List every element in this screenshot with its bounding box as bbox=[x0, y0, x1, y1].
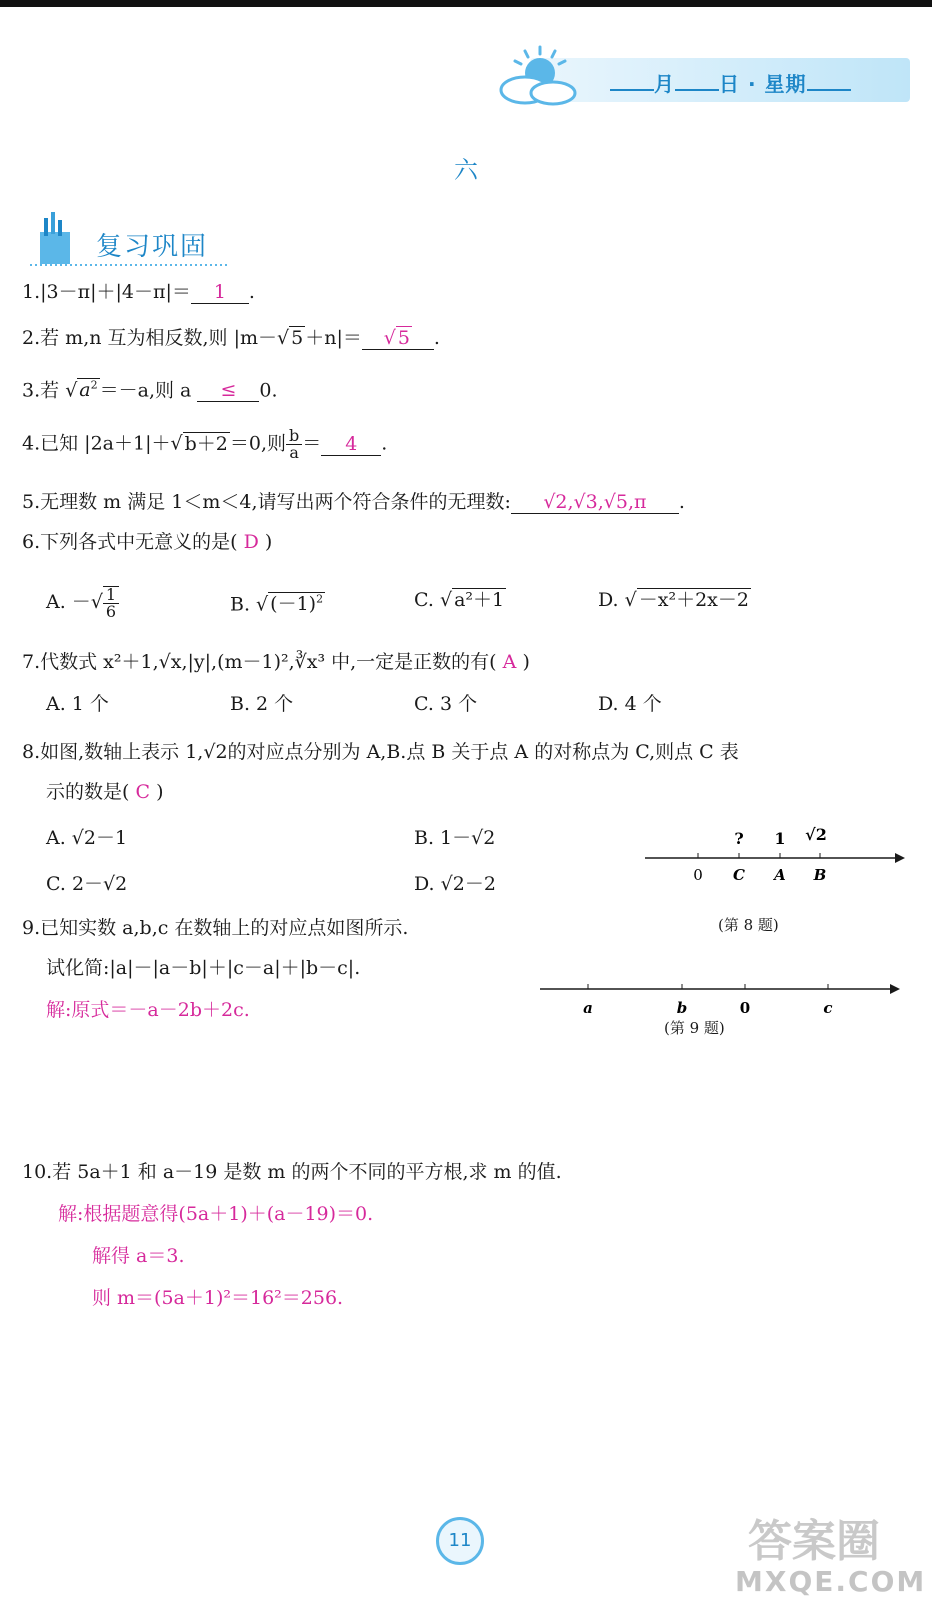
solution-10-step-3: 则 m＝(5a＋1)²＝16²＝256. bbox=[92, 1287, 344, 1309]
option-6d: D. √ －x²＋2x－2 bbox=[598, 589, 749, 611]
answer-2: √ 5 bbox=[362, 327, 434, 350]
fig9-label: b bbox=[676, 999, 688, 1017]
watermark-url: MXQE.COM bbox=[735, 1565, 927, 1598]
solution-9: 解:原式＝－a－2b＋2c. bbox=[46, 999, 250, 1021]
answer-8: C bbox=[135, 781, 151, 803]
figure-9-caption: (第 9 题) bbox=[664, 1019, 725, 1037]
answer-1: 1 bbox=[191, 281, 249, 304]
option-7c: C. 3 个 bbox=[414, 693, 478, 715]
figure-8-caption: (第 8 题) bbox=[718, 916, 779, 934]
question-5: 5.无理数 m 满足 1＜m＜4,请写出两个符合条件的无理数: √2,√3,√5,π . bbox=[22, 491, 685, 513]
option-8d: D. √2－2 bbox=[414, 873, 496, 895]
fig8-top-label: ? bbox=[734, 829, 744, 848]
option-6b: B. √ $(-1)^2$ bbox=[230, 593, 324, 616]
sun-cloud-icon bbox=[495, 45, 585, 110]
date-fill-line: 月 日 · 星期 bbox=[610, 68, 851, 97]
fig8-bottom-label: B bbox=[813, 866, 827, 884]
number-line-figure-9 bbox=[540, 975, 910, 1025]
option-8b: B. 1－√2 bbox=[414, 827, 496, 849]
answer-6: D bbox=[243, 531, 259, 553]
number-line-figure-8 bbox=[640, 820, 910, 900]
question-6: 6.下列各式中无意义的是( D ) bbox=[22, 531, 273, 553]
option-6a: A. －√ $\frac{1}{6}$ bbox=[46, 586, 119, 620]
answer-4: 4 bbox=[321, 433, 381, 456]
fig9-label: a bbox=[583, 999, 593, 1017]
question-1: 1.|3－π|＋|4－π|＝ 1 . bbox=[22, 281, 255, 303]
answer-5: √2,√3,√5,π bbox=[511, 491, 679, 514]
option-6c: C. √ a²＋1 bbox=[414, 589, 505, 611]
question-10: 10.若 5a＋1 和 a－19 是数 m 的两个不同的平方根,求 m 的值. bbox=[22, 1161, 562, 1183]
option-8c: C. 2－√2 bbox=[46, 873, 128, 895]
section-title: 复习巩固 bbox=[96, 232, 209, 262]
top-border bbox=[0, 0, 932, 7]
solution-10-step-2: 解得 a＝3. bbox=[92, 1245, 185, 1267]
chapter-title: 六 bbox=[454, 156, 478, 184]
fig8-bottom-label: A bbox=[774, 866, 786, 884]
question-7: 7.代数式 x²＋1,√x,|y|,(m－1)²,∛x³ 中,一定是正数的有( A ) bbox=[22, 651, 530, 673]
option-8a: A. √2－1 bbox=[46, 827, 128, 849]
option-7d: D. 4 个 bbox=[598, 693, 662, 715]
page-number: 11 bbox=[436, 1517, 484, 1565]
fig9-label: c bbox=[823, 999, 833, 1017]
fig8-top-label: 1 bbox=[774, 829, 786, 848]
watermark-logo: 答案圈 bbox=[748, 1516, 880, 1567]
answer-3: ≤ bbox=[197, 379, 259, 402]
option-7a: A. 1 个 bbox=[46, 693, 109, 715]
fig8-bottom-label: 0 bbox=[693, 866, 703, 884]
option-7b: B. 2 个 bbox=[230, 693, 294, 715]
answer-7: A bbox=[502, 651, 517, 673]
question-3: 3.若 √ $a^2 =-a$,则 a ≤ 0. bbox=[22, 379, 278, 402]
question-9-cont: 试化简:|a|－|a－b|＋|c－a|＋|b－c|. bbox=[46, 957, 361, 979]
question-2: 2.若 m,n 互为相反数,则 |m－√ 5 ＋n|＝ √ 5 . bbox=[22, 327, 440, 349]
question-8-cont: 示的数是( C ) bbox=[46, 781, 164, 803]
fig8-top-label: √2 bbox=[805, 825, 827, 844]
solution-10-step-1: 解:根据题意得(5a＋1)＋(a－19)＝0. bbox=[58, 1203, 374, 1225]
question-8: 8.如图,数轴上表示 1,√2的对应点分别为 A,B.点 B 关于点 A 的对称点为 C,则点 C 表 bbox=[22, 741, 739, 763]
question-4: 4.已知 |2a＋1|＋√ b＋2 ＝0,则 $\frac{b}{a}$ ＝ 4 . bbox=[22, 426, 388, 462]
question-9: 9.已知实数 a,b,c 在数轴上的对应点如图所示. bbox=[22, 917, 409, 939]
fig9-label: 0 bbox=[739, 999, 751, 1017]
fig8-bottom-label: C bbox=[733, 866, 745, 884]
